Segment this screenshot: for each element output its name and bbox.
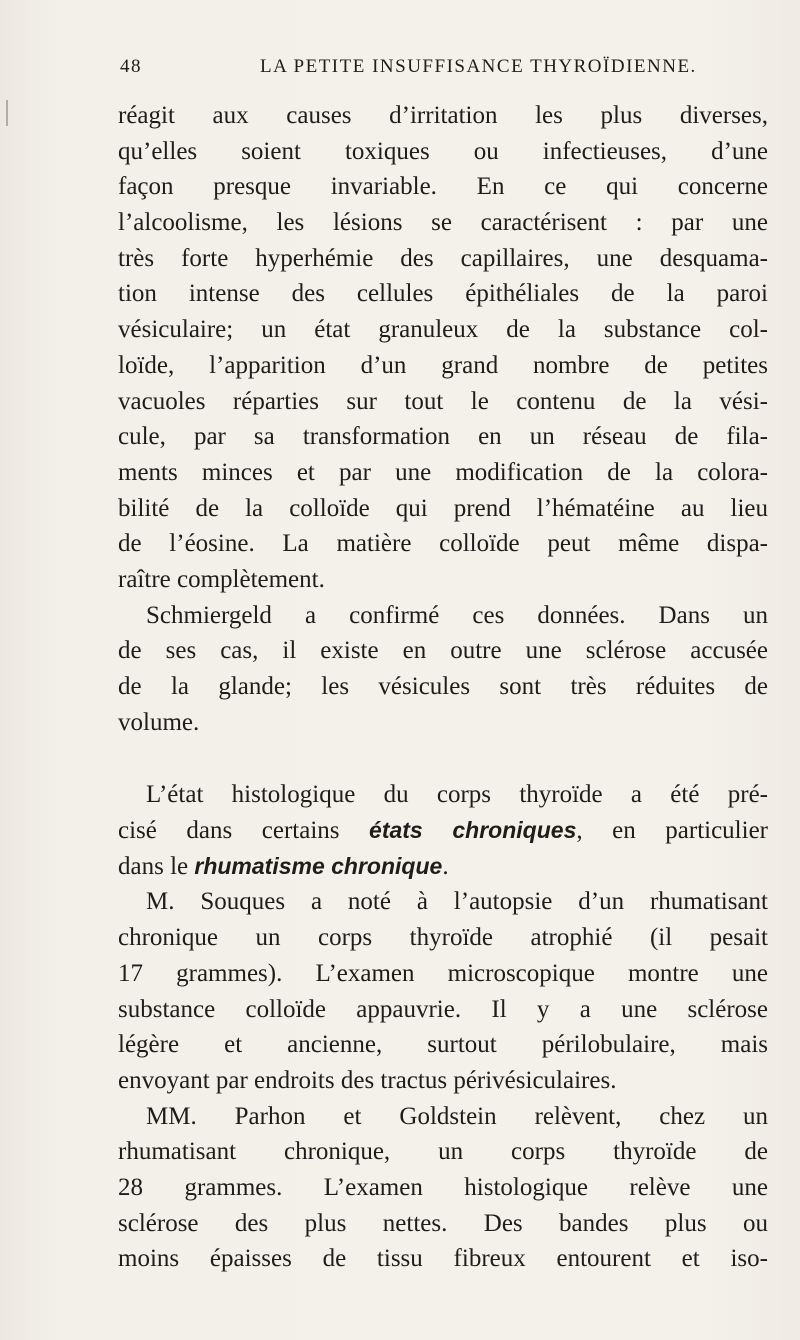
text-run: . [442,852,449,880]
emphasis-text: états chroniques [369,817,577,844]
text-line: vésiculaire; un état granuleux de la substance col- [118,316,768,344]
text-line: cule, par sa transformation en un réseau de fila- [118,423,768,451]
text-line: L’état histologique du corps thyroïde a été pré- [146,781,768,809]
text-line: l’alcoolisme, les lésions se caractérisent : par une [118,209,768,237]
text-line: bilité de la colloïde qui prend l’hématéine au lieu [118,494,768,522]
text-run: , en particulier [576,817,768,845]
text-line: rhumatisant chronique, un corps thyroïde de [118,1138,768,1166]
text-line: raître complètement. [118,565,325,593]
text-line: volume. [118,708,200,736]
text-line: de ses cas, il existe en outre une sclérose accusée [118,637,768,665]
running-title: LA PETITE INSUFFISANCE THYROÏDIENNE. [260,56,697,77]
text-line [118,813,768,849]
margin-mark [6,100,8,126]
text-line: 17 grammes). L’examen microscopique montre une [118,959,768,987]
page-header [120,56,760,86]
text-line: Schmiergeld a confirmé ces données. Dans un [146,601,768,629]
text-line: moins épaisses de tissu fibreux entourent et iso- [118,1245,768,1273]
text-line: vacuoles réparties sur tout le contenu de la vési- [118,387,768,415]
text-line: ments minces et par une modification de la colora- [118,458,768,486]
text-line: M. Souques a noté à l’autopsie d’un rhumatisant [146,888,768,916]
text-run: dans le [118,852,195,880]
text-line: qu’elles soient toxiques ou infectieuses, d’une [118,137,768,165]
page-number: 48 [120,56,142,77]
emphasis-text: rhumatisme chronique [194,852,443,879]
text-line: légère et ancienne, surtout périlobulaire, mais [118,1031,768,1059]
paragraph-1 [118,98,768,598]
text-line: façon presque invariable. En ce qui concerne [118,173,768,201]
paragraph-4 [118,884,768,1098]
text-line: de l’éosine. La matière colloïde peut même dispa- [118,530,768,558]
paragraph-gap [118,740,768,777]
text-line: réagit aux causes d’irritation les plus diverses, [118,102,768,129]
text-line: MM. Parhon et Goldstein relèvent, chez un [146,1102,768,1130]
text-line: envoyant par endroits des tractus périvésiculaires. [118,1066,617,1094]
body-text [118,98,768,1277]
text-run: cisé dans certains [118,817,370,845]
text-line: très forte hyperhémie des capillaires, une desquama- [118,244,768,272]
text-line [118,849,768,885]
text-line: de la glande; les vésicules sont très réduites de [118,673,768,700]
paragraph-5 [118,1099,768,1277]
text-line: tion intense des cellules épithéliales de la paroi [118,280,768,308]
text-line: substance colloïde appauvrie. Il y a une sclérose [118,995,768,1023]
paragraph-2 [118,598,768,741]
text-line: chronique un corps thyroïde atrophié (il pesait [118,924,768,952]
paragraph-3 [118,777,768,884]
text-line: loïde, l’apparition d’un grand nombre de petites [118,351,768,379]
text-line: 28 grammes. L’examen histologique relève une [118,1173,768,1201]
text-line: sclérose des plus nettes. Des bandes plus ou [118,1209,768,1237]
